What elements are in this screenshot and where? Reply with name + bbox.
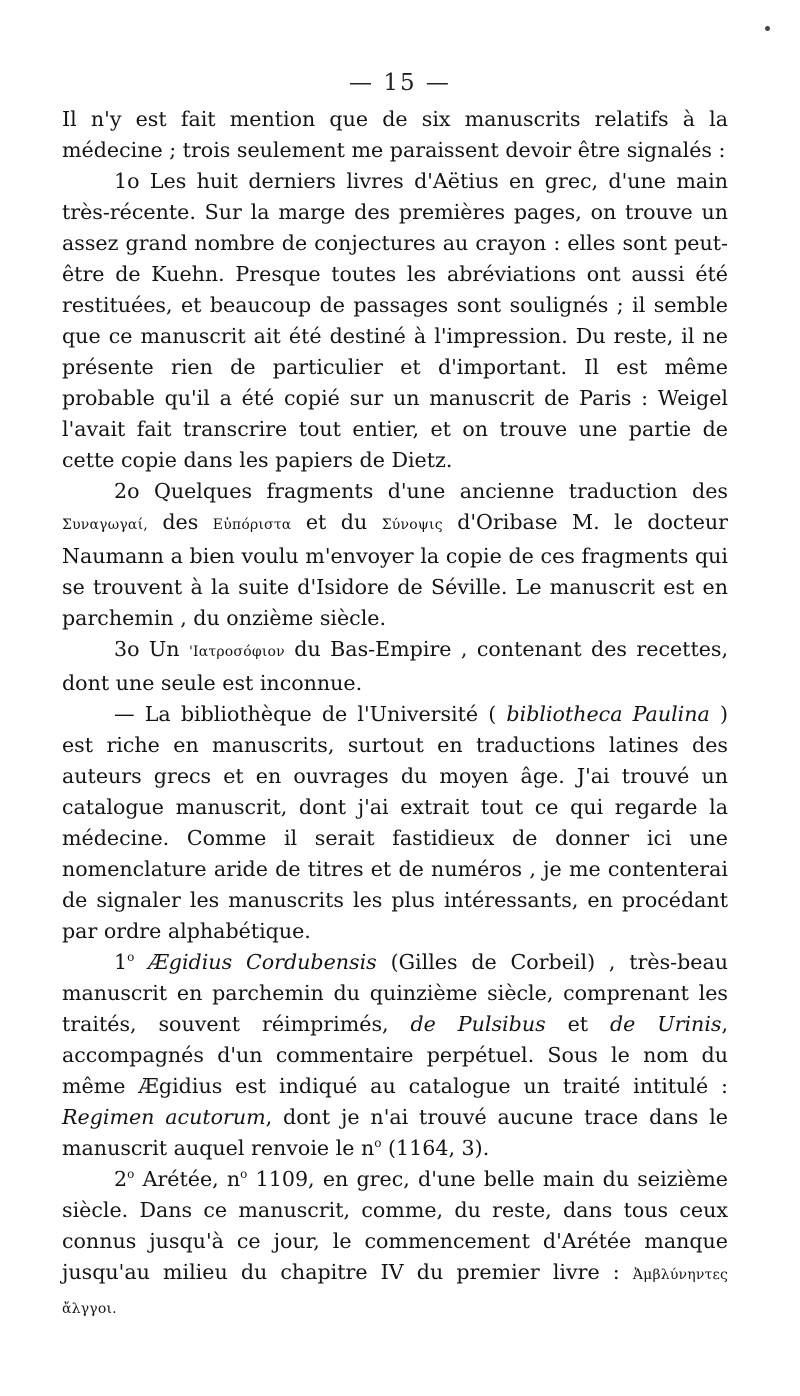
page-number: — 15 — [349,70,451,96]
italic-title: bibliotheca Paulina [506,702,710,726]
item-number: 1 [114,950,128,974]
text-span: , dont je n'ai trouvé aucune trace dans le manuscrit auquel renvoie le n [62,1105,728,1160]
italic-title: Regimen acutorum [62,1105,266,1129]
paragraph-intro: Il n'y est fait mention que de six manuscrits relatifs à la médecine ; trois seulement me paraissent devoir être signalés : [62,107,728,162]
speck-mark [765,26,770,31]
text-span: 2o Quelques fragments d'une ancienne traduction des [114,479,728,503]
text-span: du Bas-Empire , contenant des recettes, dont une seule est inconnue. [62,637,729,695]
text-span: (Gilles de Corbeil) , très-beau manuscrit en parchemin du quinzième siècle, comprenant les traités, souvent réimprimés, [62,950,729,1036]
paragraph-aegidius [62,947,728,1164]
text-span: 3o Un [114,637,180,661]
text-span: 1109, en grec, d'une belle main du seizième siècle. Dans ce manuscrit, comme, du reste, dans tous ceux connus jusqu'à ce jour, le commencement d'Arétée manque jusqu'au milieu du chapitre IV du premier livre : [62,1167,728,1284]
text-span: et [567,1012,589,1036]
italic-title: de Pulsibus [410,1012,546,1036]
text-span: des [162,510,199,534]
text-span: ) est riche en manuscrits, surtout en traductions latines des auteurs grecs et en ouvrages du moyen âge. J'ai trouvé un catalogue manuscrit, dont j'ai extrait tout ce qui regarde la médecine. Comme il serait fastidieux de donner ici une nomenclature aride de titres et de numéros , je me contenterai de signaler les manuscrits les plus intéressants, en procédant par ordre alphabétique. [62,702,728,943]
text-span: — La bibliothèque de l'Université ( [114,702,497,726]
italic-author: Ægidius Cordubensis [148,950,377,974]
paragraph-aretee [62,1164,728,1325]
text-span: , accompagnés d'un commentaire perpétuel. Sous le nom du même Ægidius est indiqué au catalogue un traité intitulé : [62,1012,729,1098]
ordinal-mark: o [240,1167,248,1182]
greek-phrase: Ἀμβλύνηντες ἄλγγοι. [62,1267,728,1317]
paragraph-bibliotheque [62,699,728,947]
paragraph-oribase [62,476,728,634]
item-number: 2 [114,1167,128,1191]
greek-word-euporista: Εὐπόριστα [212,517,292,533]
greek-word-iatrosophion: 'Ιατροσόφιον [189,644,285,660]
ordinal-mark: o [127,1167,135,1182]
paragraph-aetius: 1o Les huit derniers livres d'Aëtius en grec, d'une main très-récente. Sur la marge des premières pages, on trouve un assez grand nombre de conjectures au crayon : elles sont peut-être de Kuehn. Presque toutes les abréviations ont aussi été restituées, et beaucoup de passages sont soulignés ; il semble que ce manuscrit ait été destiné à l'impression. Du reste, il ne présente rien de particulier et d'important. Il est même probable qu'il a été copié sur un manuscrit de Paris : Weigel l'avait fait transcrire tout entier, et on trouve une partie de cette copie dans les papiers de Dietz. [62,169,728,472]
text-span: Arétée, n [142,1167,241,1191]
paragraph-iatrosophion [62,634,728,699]
ordinal-mark: o [127,950,135,965]
greek-word-synopsis: Σύνοψις [381,517,443,533]
greek-word-synagogai: Συναγωγαί, [62,517,148,533]
text-span: et du [305,510,368,534]
text-span: (1164, 3). [388,1136,490,1160]
body-text [62,104,728,1325]
italic-title: de Urinis [609,1012,722,1036]
ordinal-mark: o [374,1136,382,1151]
text-span: d'Oribase M. le docteur Naumann a bien voulu m'envoyer la copie de ces fragments qui se trouvent à la suite d'Isidore de Séville. Le manuscrit est en parchemin , du onzième siècle. [62,510,729,630]
